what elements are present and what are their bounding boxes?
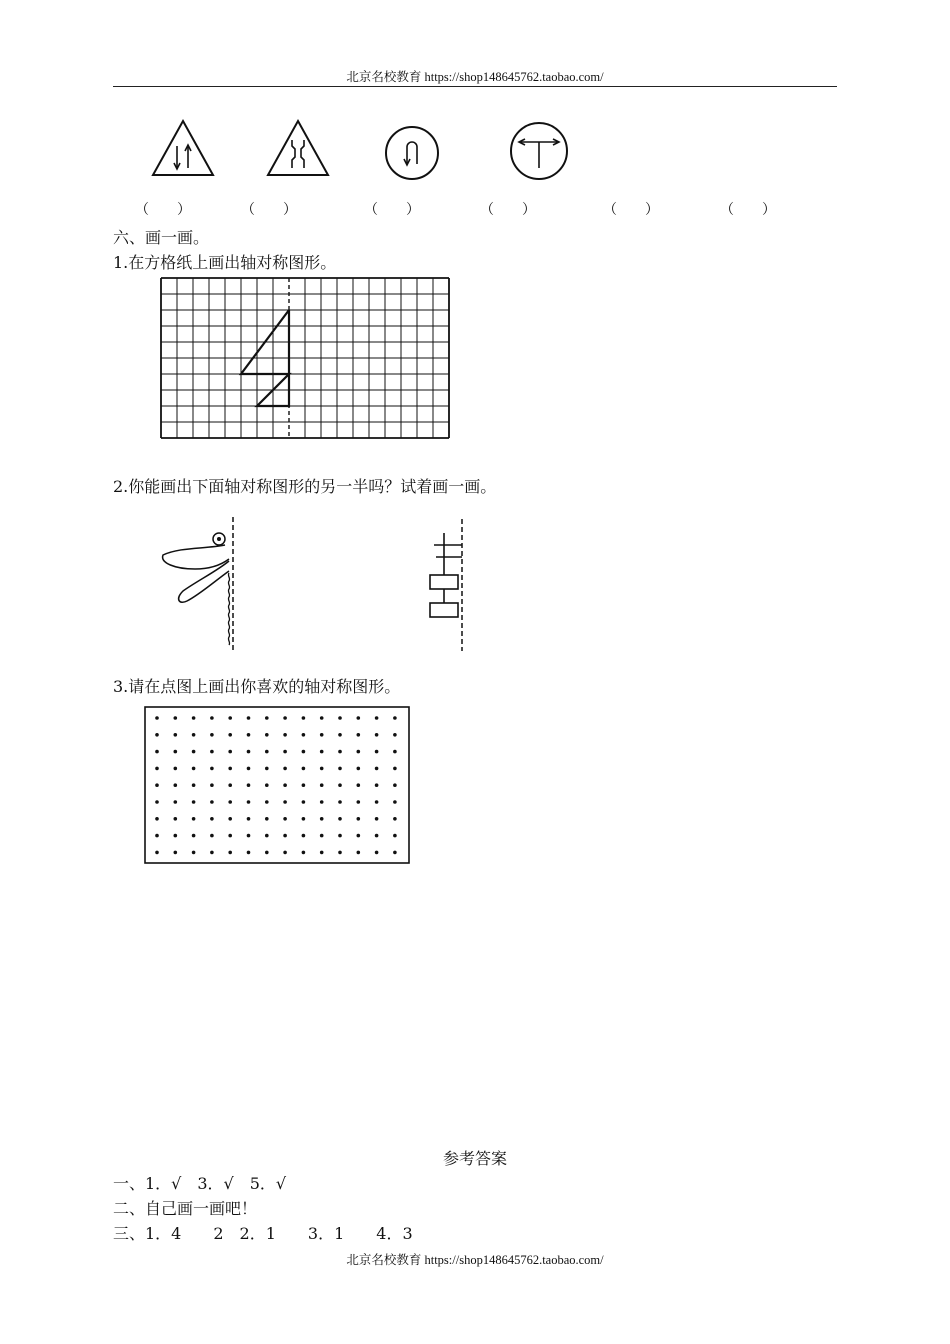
question-2: 2.你能画出下面轴对称图形的另一半吗？试着画一画。 bbox=[113, 477, 497, 496]
narrow-road-sign-icon bbox=[265, 118, 331, 178]
answer-line-1: 一、1．√ 3．√ 5．√ bbox=[113, 1174, 287, 1193]
answer-blank-1[interactable]: （ ） bbox=[135, 202, 191, 218]
answer-line-3: 三、1．4 2 2．1 3．1 4．3 bbox=[113, 1224, 413, 1243]
question-1: 1.在方格纸上画出轴对称图形。 bbox=[113, 253, 337, 272]
dragonfly-half-figure bbox=[155, 513, 245, 653]
two-way-traffic-sign-icon bbox=[150, 118, 216, 178]
section-heading: 六、画一画。 bbox=[113, 228, 210, 247]
u-turn-sign-icon bbox=[383, 124, 441, 182]
answer-blank-3[interactable]: （ ） bbox=[364, 202, 420, 218]
building-half-figure bbox=[420, 515, 480, 655]
answer-line-2: 二、自己画一画吧！ bbox=[113, 1199, 258, 1218]
answer-blank-5[interactable]: （ ） bbox=[603, 202, 659, 218]
dot-paper bbox=[143, 705, 411, 867]
answer-blank-2[interactable]: （ ） bbox=[241, 202, 297, 218]
question-3: 3.请在点图上画出你喜欢的轴对称图形。 bbox=[113, 677, 401, 696]
answers-title: 参考答案 bbox=[442, 1149, 507, 1168]
page-footer: 北京名校教育 https://shop148645762.taobao.com/ bbox=[346, 1253, 604, 1267]
header-divider bbox=[113, 86, 837, 87]
page-header: 北京名校教育 https://shop148645762.taobao.com/ bbox=[346, 70, 604, 84]
answer-blank-4[interactable]: （ ） bbox=[480, 202, 536, 218]
t-junction-sign-icon bbox=[508, 120, 570, 182]
answer-blank-6[interactable]: （ ） bbox=[720, 202, 776, 218]
grid-paper bbox=[158, 275, 450, 443]
